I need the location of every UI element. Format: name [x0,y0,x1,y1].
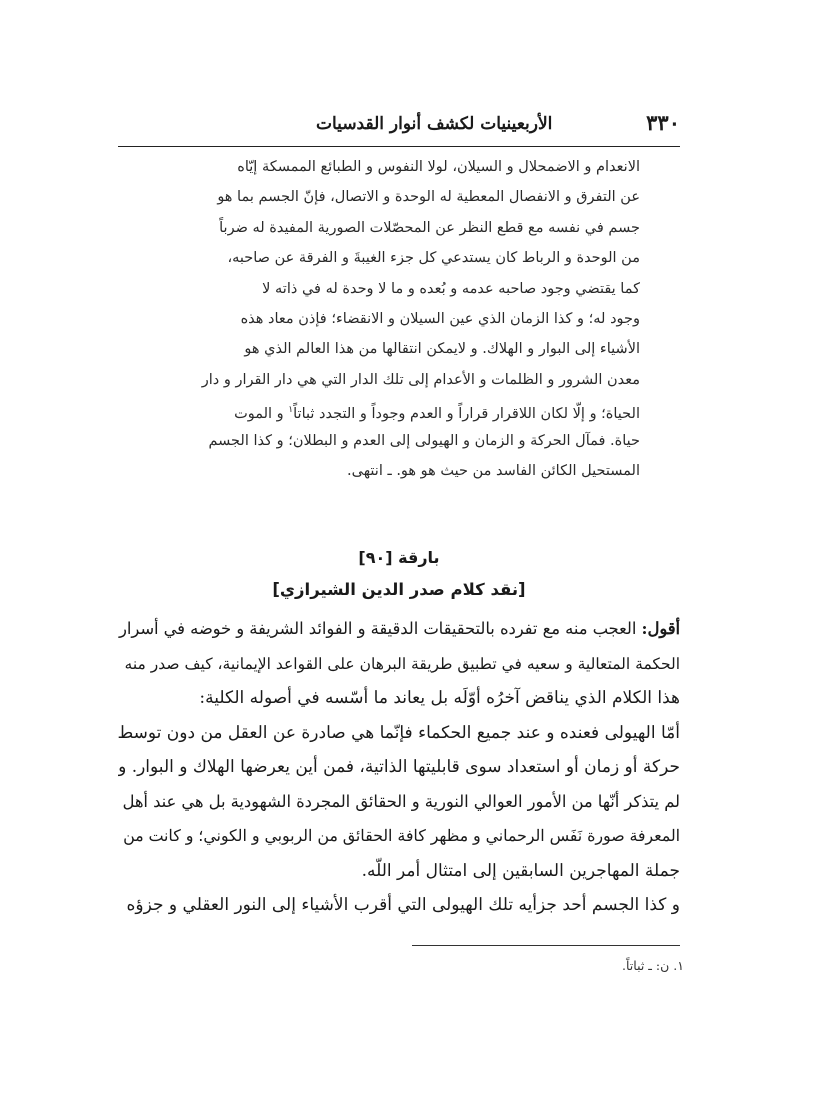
quote-line-with-note [162,395,640,425]
main-line: أمّا الهيولى فعنده و عند جميع الحكماء فإنّما هي صادرة عن العقل من دون توسط [118,722,680,743]
quote-line: حياة. فمآل الحركة و الزمان و الهيولى إلى العدم و البطلان؛ و كذا الجسم [208,432,640,449]
main-line: جملة المهاجرين السابقين إلى امتثال أمر اللّه. [361,860,680,881]
quote-line: الأشياء إلى البوار و الهلاك. و لايمكن انتقالها من هذا العالم الذي هو [244,341,640,358]
main-line: حركة أو زمان أو استعداد سوى قابليتها الذاتية، فمن أين يعرضها الهلاك و البوار. و [118,757,680,777]
main-line: المعرفة صورة نَفَس الرحماني و مظهر كافة الحقائق من الربوبي و الكوني؛ و كانت من [123,826,680,845]
quote-line-tail: و الموت [234,405,289,422]
quote-line: من الوحدة و الرباط كان يستدعي كل جزء الغيبةَ و الفرقة عن صاحبه، [227,250,640,267]
quote-line: الانعدام و الاضمحلال و السيلان، لولا النفوس و الطبائع الممسكة إيّاه [237,159,640,175]
main-line-text: العجب منه مع تفرده بالتحقيقات الدقيقة و الفوائد الشريفة و خوضه في أسرار [119,619,642,638]
quote-line: عن التفرق و الانفصال المعطية له الوحدة و الاتصال، فإنّ الجسم بما هو [217,189,640,206]
main-line [118,612,680,647]
main-text [118,612,680,923]
section-title: [نقد كلام صدر الدين الشيرازي] [272,580,526,599]
quote-line-text: الحياة؛ و إلّا لكان اللاقرار قراراً و العدم وجوداً و التجدد ثباتاً [293,405,640,422]
header-rule [118,146,680,147]
quoted-passage [162,152,640,486]
lead-word: أقول: [641,619,680,638]
quote-line: جسم في نفسه مع قطع النظر عن المحصّلات الصورية المفيدة له ضرباً [219,219,640,236]
section-label: بارقة [٩٠] [358,548,440,567]
main-line: و كذا الجسم أحد جزأيه تلك الهيولى التي أقرب الأشياء إلى النور العقلي و جزؤه [126,895,680,915]
main-line: لم يتذكر أنّها من الأمور العوالي النورية و الحقائق المجردة الشهودية بل هي عند أهل [122,791,680,811]
footnote-reference: ١ [288,405,294,416]
page-number: ٣٣٠ [646,110,680,135]
quote-line: المستحيل الكائن الفاسد من حيث هو هو. ـ انتهى. [347,462,640,479]
quote-line: كما يقتضي وجود صاحبه عدمه و بُعده و ما لا وحدة له في ذاته لا [262,280,640,297]
quote-line: وجود له؛ و كذا الزمان الذي عين السيلان و الانقضاء؛ فإذن معاد هذه [240,310,640,327]
main-line: الحكمة المتعالية و سعيه في تطبيق طريقة البرهان على القواعد الإيمانية، كيف صدر منه [124,654,680,673]
running-title: الأربعينيات لكشف أنوار القدسيات [316,114,553,134]
quote-line: معدن الشرور و الظلمات و الأعدام إلى تلك الدار التي هي دار القرار و دار [201,371,640,388]
footnote: ١. ن: ـ ثباتاً. [622,958,684,973]
main-line: هذا الكلام الذي يناقض آخرُه أوّلَه بل يعاند ما أسّسه في أصوله الكلية: [199,688,680,708]
footnote-rule [412,945,680,946]
page-header [118,110,680,144]
